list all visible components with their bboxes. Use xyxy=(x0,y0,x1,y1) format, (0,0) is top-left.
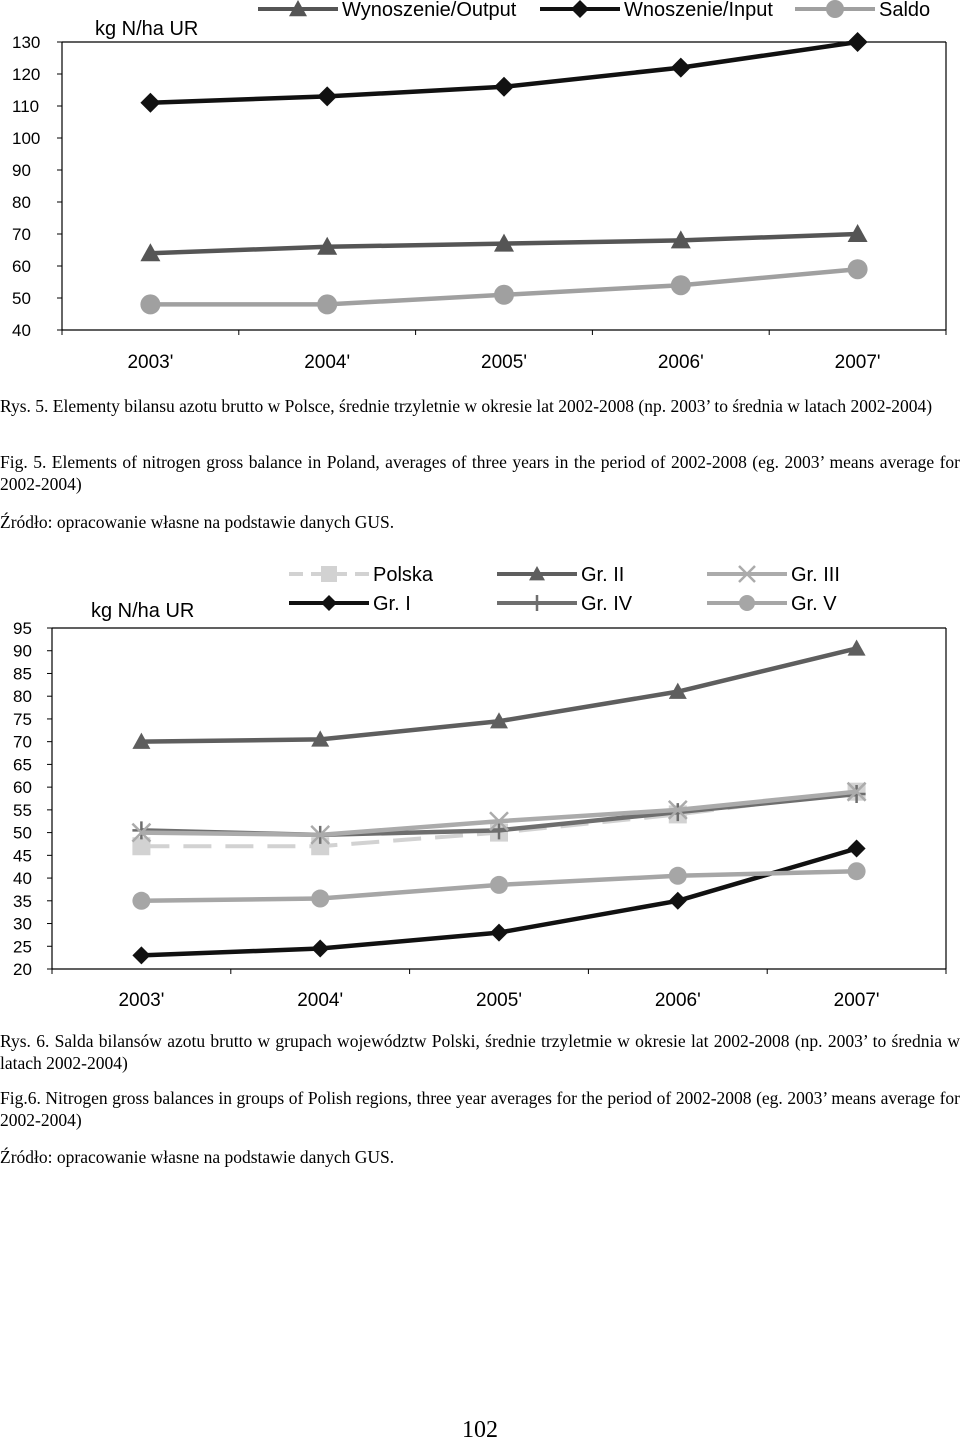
legend-marker-saldo xyxy=(826,0,844,18)
y-tick-label: 30 xyxy=(13,914,32,934)
data-point-gr-i xyxy=(132,946,150,964)
x-tick-label: 2004' xyxy=(304,352,351,373)
x-tick-label: 2006' xyxy=(654,990,701,1011)
fig5-caption-pl: Rys. 5. Elementy bilansu azotu brutto w Polsce, średnie trzyletnie w okresie lat 2002-2008 (np. 2003’ to średnia w latach 2002-2004) xyxy=(0,396,933,416)
x-tick-label: 2006' xyxy=(657,352,704,373)
y-tick-label: 45 xyxy=(13,846,32,866)
fig5-caption-en: Fig. 5. Elements of nitrogen gross balance in Poland, averages of three years in the period of 2002-2008 (eg. 2003’ means average for 2002-2004) xyxy=(0,452,960,494)
legend-label-wynoszenie-output: Wynoszenie/Output xyxy=(342,0,517,21)
legend-marker-gr-iv xyxy=(529,595,545,611)
legend-label-gr-iv: Gr. IV xyxy=(581,593,633,615)
data-point-saldo xyxy=(494,285,514,305)
y-tick-label: 40 xyxy=(12,321,31,340)
data-point-gr-v xyxy=(669,867,687,885)
legend-marker-wnoszenie-input xyxy=(571,0,589,18)
y-tick-label: 80 xyxy=(13,687,32,707)
data-point-saldo xyxy=(671,275,691,295)
y-tick-label: 70 xyxy=(13,732,32,752)
legend-marker-gr-v xyxy=(739,595,755,611)
x-tick-label: 2004' xyxy=(297,990,344,1011)
legend-label-gr-iii: Gr. III xyxy=(791,564,840,586)
y-tick-label: 130 xyxy=(12,33,41,52)
data-point-wnoszenie-input xyxy=(671,58,691,78)
data-point-gr-i xyxy=(311,940,329,958)
nitrogen-balance-elements-chart xyxy=(0,0,960,375)
y-tick-label: 55 xyxy=(13,800,32,820)
legend-label-saldo: Saldo xyxy=(879,0,931,21)
legend-label-polska: Polska xyxy=(373,564,434,586)
data-point-gr-ii xyxy=(848,639,866,655)
data-point-gr-i xyxy=(848,840,866,858)
y-tick-label: 95 xyxy=(13,619,32,638)
x-tick-label: 2007' xyxy=(833,990,880,1011)
page-number: 102 xyxy=(462,1417,498,1443)
y-tick-label: 60 xyxy=(12,257,31,276)
y-tick-label: 100 xyxy=(12,129,41,148)
fig6-caption-en: Fig.6. Nitrogen gross balances in groups of Polish regions, three year averages for the period of 2002-2008 (eg. 2003’ means average for 2002-2004) xyxy=(0,1088,960,1130)
data-point-gr-v xyxy=(848,862,866,880)
y-tick-label: 35 xyxy=(13,891,32,911)
unit-label: kg N/ha UR xyxy=(95,18,199,40)
y-tick-label: 70 xyxy=(12,225,31,244)
legend-label-gr-ii: Gr. II xyxy=(581,564,625,586)
legend-label-wnoszenie-input: Wnoszenie/Input xyxy=(624,0,773,21)
legend-marker-polska xyxy=(321,566,337,582)
x-tick-label: 2003' xyxy=(118,990,165,1011)
fig6-caption-pl: Rys. 6. Salda bilansów azotu brutto w grupach województw Polski, średnie trzyletmie w okresie lat 2002-2008 (np. 2003’ to średnia w latach 2002-2004) xyxy=(0,1031,960,1073)
y-tick-label: 50 xyxy=(13,823,32,843)
y-tick-label: 90 xyxy=(12,161,31,180)
y-tick-label: 120 xyxy=(12,65,41,84)
y-tick-label: 25 xyxy=(13,937,32,957)
y-tick-label: 40 xyxy=(13,869,32,889)
legend-label-gr-i: Gr. I xyxy=(373,593,411,615)
y-tick-label: 75 xyxy=(13,709,32,729)
data-point-gr-i xyxy=(490,924,508,942)
regional-nitrogen-balance-chart xyxy=(0,555,960,1020)
x-tick-label: 2003' xyxy=(127,352,174,373)
y-tick-label: 110 xyxy=(12,97,40,116)
y-tick-label: 90 xyxy=(13,641,32,661)
fig5-source: Źródło: opracowanie własne na podstawie danych GUS. xyxy=(0,512,395,532)
data-point-saldo xyxy=(848,259,868,279)
data-point-saldo xyxy=(317,294,337,314)
x-tick-label: 2005' xyxy=(476,990,522,1011)
data-point-wnoszenie-input xyxy=(494,77,514,97)
y-tick-label: 60 xyxy=(13,778,32,798)
data-point-wnoszenie-input xyxy=(317,86,337,106)
legend-marker-gr-i xyxy=(321,595,337,611)
data-point-gr-v xyxy=(132,892,150,910)
data-point-gr-v xyxy=(311,890,329,908)
data-point-gr-v xyxy=(490,876,508,894)
unit-label: kg N/ha UR xyxy=(91,600,195,622)
x-tick-label: 2005' xyxy=(481,352,527,373)
y-tick-label: 20 xyxy=(13,960,32,979)
fig6-source: Źródło: opracowanie własne na podstawie danych GUS. xyxy=(0,1147,395,1167)
legend-label-gr-v: Gr. V xyxy=(791,593,837,615)
data-point-wnoszenie-input xyxy=(140,93,160,113)
data-point-gr-iv xyxy=(132,821,150,839)
y-tick-label: 85 xyxy=(13,664,32,684)
x-tick-label: 2007' xyxy=(834,352,881,373)
data-point-saldo xyxy=(140,294,160,314)
data-point-gr-i xyxy=(669,892,687,910)
y-tick-label: 50 xyxy=(12,289,31,308)
data-point-wnoszenie-input xyxy=(848,32,868,52)
y-tick-label: 65 xyxy=(13,755,32,775)
y-tick-label: 80 xyxy=(12,193,31,212)
